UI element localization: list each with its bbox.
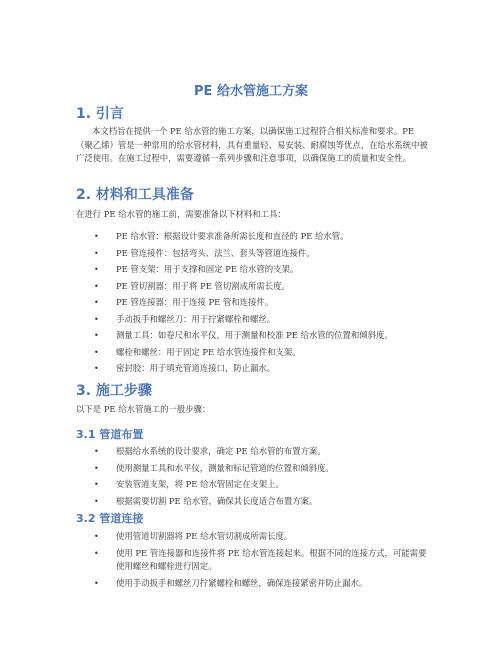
intro-paragraph: 本文档旨在提供一个 PE 给水管的施工方案，以确保施工过程符合相关标准和要求。PE（聚乙烯）管是一种常用的给水管材料，具有重量轻、易安装、耐腐蚀等优点，在给水系统中被广泛使用。在施工过程中，需要遵循一系列步骤和注意事项，以确保施工的质量和安全性。 xyxy=(76,126,428,163)
subsection-heading-layout: 3.1 管道布置 xyxy=(76,428,144,441)
list-item: • 密封胶：用于填充管道连接口，防止漏水。 xyxy=(76,362,434,376)
bullet-icon: • xyxy=(94,364,99,373)
layout-steps-list xyxy=(76,445,434,511)
list-item: • PE 管支架：用于支撑和固定 PE 给水管的支架。 xyxy=(76,263,434,277)
bullet-icon: • xyxy=(94,331,99,340)
section-heading-materials: 2. 材料和工具准备 xyxy=(76,187,194,203)
bullet-icon: • xyxy=(94,496,99,506)
list-item: • PE 管切割器：用于将 PE 管切割成所需长度。 xyxy=(76,280,434,294)
list-item: • 使用管道切割器将 PE 给水管切割成所需长度。 xyxy=(76,530,434,544)
bullet-icon: • xyxy=(94,463,99,473)
list-item: • PE 管连接件：包括弯头、法兰、套头等管道连接件。 xyxy=(76,247,434,261)
list-item: • 手动扳手和螺丝刀：用于拧紧螺栓和螺丝。 xyxy=(76,313,434,327)
bullet-icon: • xyxy=(94,347,99,357)
bullet-icon: • xyxy=(94,532,99,541)
list-item: • 使用手动扳手和螺丝刀拧紧螺栓和螺丝，确保连接紧密并防止漏水。 xyxy=(76,577,434,591)
list-item: • PE 管连接器：用于连接 PE 管和连接件。 xyxy=(76,296,434,310)
list-item: • 安装管道支架，将 PE 给水管固定在支架上。 xyxy=(76,478,434,492)
bullet-icon: • xyxy=(94,447,99,456)
list-item: • 螺栓和螺丝：用于固定 PE 给水管连接件和支架。 xyxy=(76,346,434,360)
document-title: PE 给水管施工方案 xyxy=(194,84,308,99)
materials-list xyxy=(76,230,434,379)
bullet-icon: • xyxy=(94,232,99,241)
list-item: • 测量工具：如卷尺和水平仪，用于测量和校准 PE 给水管的位置和倾斜度。 xyxy=(76,329,434,343)
bullet-icon: • xyxy=(94,265,99,274)
list-item: • PE 给水管：根据设计要求准备所需长度和直径的 PE 给水管。 xyxy=(76,230,434,244)
bullet-icon: • xyxy=(94,480,99,489)
section-heading-steps: 3. 施工步骤 xyxy=(76,383,152,399)
materials-intro: 在进行 PE 给水管的施工前，需要准备以下材料和工具： xyxy=(76,209,286,219)
list-item: • 使用 PE 管连接器和连接件将 PE 给水管连接起来。根据不同的连接方式，可能需要使用螺丝和螺栓进行固定。 xyxy=(94,547,427,571)
bullet-icon: • xyxy=(94,314,99,324)
list-item: • 根据需要切割 PE 给水管，确保其长度适合布置方案。 xyxy=(76,495,434,509)
list-item: • 使用测量工具和水平仪，测量和标记管道的位置和倾斜度。 xyxy=(76,462,434,476)
bullet-icon: • xyxy=(94,281,99,291)
list-item: • 根据给水系统的设计要求，确定 PE 给水管的布置方案。 xyxy=(76,445,434,459)
subsection-heading-connection: 3.2 管道连接 xyxy=(76,512,144,525)
bullet-icon: • xyxy=(94,248,99,258)
bullet-icon: • xyxy=(94,548,99,558)
bullet-icon: • xyxy=(94,578,99,588)
connection-steps-list xyxy=(76,530,434,593)
steps-intro: 以下是 PE 给水管施工的一般步骤： xyxy=(76,404,211,414)
bullet-icon: • xyxy=(94,298,99,307)
section-heading-intro: 1. 引言 xyxy=(76,106,124,122)
